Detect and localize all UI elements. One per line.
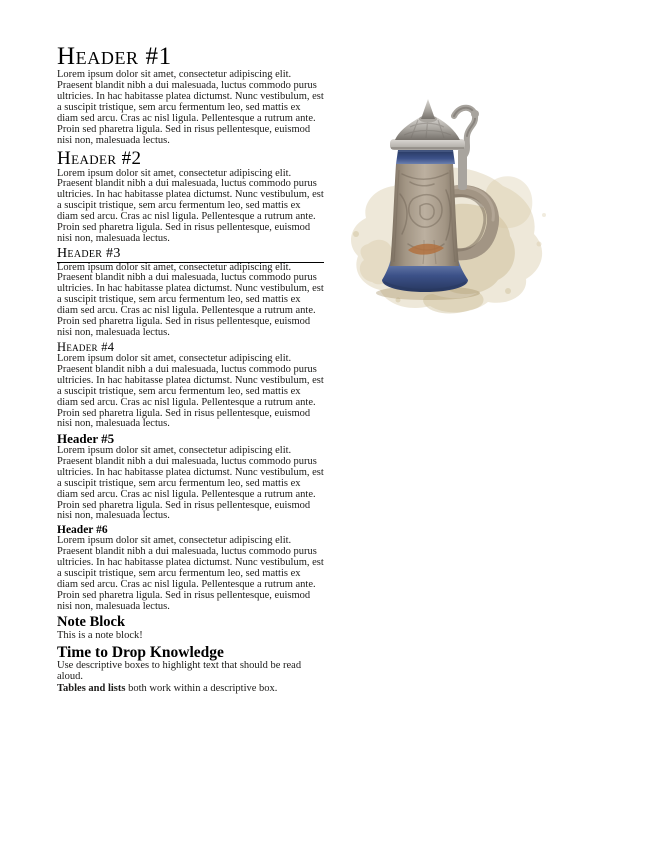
- note-block-text: This is a note block!: [57, 629, 143, 641]
- stein-top-band: [396, 150, 455, 164]
- stein-finial: [421, 99, 435, 119]
- section-header-5: [57, 432, 324, 522]
- section-header-3: [57, 247, 324, 339]
- lever-knob: [471, 110, 479, 118]
- stein-base: [382, 262, 468, 292]
- stein-body: [390, 164, 459, 266]
- section-header-1: [57, 44, 324, 147]
- section-header-4: [57, 341, 324, 430]
- header-4-paragraph: Lorem ipsum dolor sit amet, consectetur adipiscing elit. Praesent blandit nibh a dui malesuada, luctus commodo purus ultricies. In hac habitasse platea dictumst. Nunc vestibulum, est a suscipit tristique, sem arcu fermentum leo, sed mattis ex diam sed arcu. Cras ac nisl ligula. Pellentesque a rutrum ante. Proin sed pharetra ligula. Sed in risus pellentesque, euismod nisi non, malesuada lectus.: [57, 353, 324, 430]
- header-5-title: Header #5: [57, 431, 115, 447]
- header-2-title: Header #2: [57, 147, 142, 169]
- note-block-title: Note Block: [57, 613, 126, 630]
- knowledge-bold-lead: Tables and lists: [57, 683, 126, 695]
- header-6-paragraph: Lorem ipsum dolor sit amet, consectetur adipiscing elit. Praesent blandit nibh a dui malesuada, luctus commodo purus ultricies. In hac habitasse platea dictumst. Nunc vestibulum, est a suscipit tristique, sem arcu fermentum leo, sed mattis ex diam sed arcu. Cras ac nisl ligula. Pellentesque a rutrum ante. Proin sed pharetra ligula. Sed in risus pellentesque, euismod nisi non, malesuada lectus.: [57, 535, 324, 612]
- text-column: [57, 44, 324, 697]
- header-1-title: Header #1: [57, 43, 172, 70]
- knowledge-tail: both work within a descriptive box.: [125, 683, 278, 695]
- knowledge-title: Time to Drop Knowledge: [57, 643, 224, 661]
- header-1-paragraph: Lorem ipsum dolor sit amet, consectetur adipiscing elit. Praesent blandit nibh a dui malesuada, luctus commodo purus ultricies. In hac habitasse platea dictumst. Nunc vestibulum, est a suscipit tristique, sem arcu fermentum leo, sed mattis ex diam sed arcu. Cras ac nisl ligula. Pellentesque a rutrum ante. Proin sed pharetra ligula. Sed in risus pellentesque, euismod nisi non, malesuada lectus.: [57, 69, 324, 146]
- header-5-paragraph: Lorem ipsum dolor sit amet, consectetur adipiscing elit. Praesent blandit nibh a dui malesuada, luctus commodo purus ultricies. In hac habitasse platea dictumst. Nunc vestibulum, est a suscipit tristique, sem arcu fermentum leo, sed mattis ex diam sed arcu. Cras ac nisl ligula. Pellentesque a rutrum ante. Proin sed pharetra ligula. Sed in risus pellentesque, euismod nisi non, malesuada lectus.: [57, 445, 324, 522]
- header-3-title: Header #3: [57, 247, 324, 263]
- header-3-paragraph: Lorem ipsum dolor sit amet, consectetur adipiscing elit. Praesent blandit nibh a dui malesuada, luctus commodo purus ultricies. In hac habitasse platea dictumst. Nunc vestibulum, est a suscipit tristique, sem arcu fermentum leo, sed mattis ex diam sed arcu. Cras ac nisl ligula. Pellentesque a rutrum ante. Proin sed pharetra ligula. Sed in risus pellentesque, euismod nisi non, malesuada lectus.: [57, 261, 324, 338]
- section-header-2: [57, 149, 324, 245]
- knowledge-paragraph: Use descriptive boxes to highlight text that should be read aloud.: [57, 659, 302, 682]
- header-2-paragraph: Lorem ipsum dolor sit amet, consectetur adipiscing elit. Praesent blandit nibh a dui malesuada, luctus commodo purus ultricies. In hac habitasse platea dictumst. Nunc vestibulum, est a suscipit tristique, sem arcu fermentum leo, sed mattis ex diam sed arcu. Cras ac nisl ligula. Pellentesque a rutrum ante. Proin sed pharetra ligula. Sed in risus pellentesque, euismod nisi non, malesuada lectus.: [57, 167, 324, 244]
- beer-stein-illustration: [338, 94, 568, 319]
- stein-artwork: [338, 94, 568, 319]
- section-knowledge: [57, 644, 324, 696]
- header-6-title: Header #6: [57, 524, 108, 537]
- section-header-6: [57, 524, 324, 612]
- knowledge-paragraph-2: [57, 684, 324, 695]
- section-note-block: [57, 615, 324, 642]
- header-4-title: Header #4: [57, 339, 115, 354]
